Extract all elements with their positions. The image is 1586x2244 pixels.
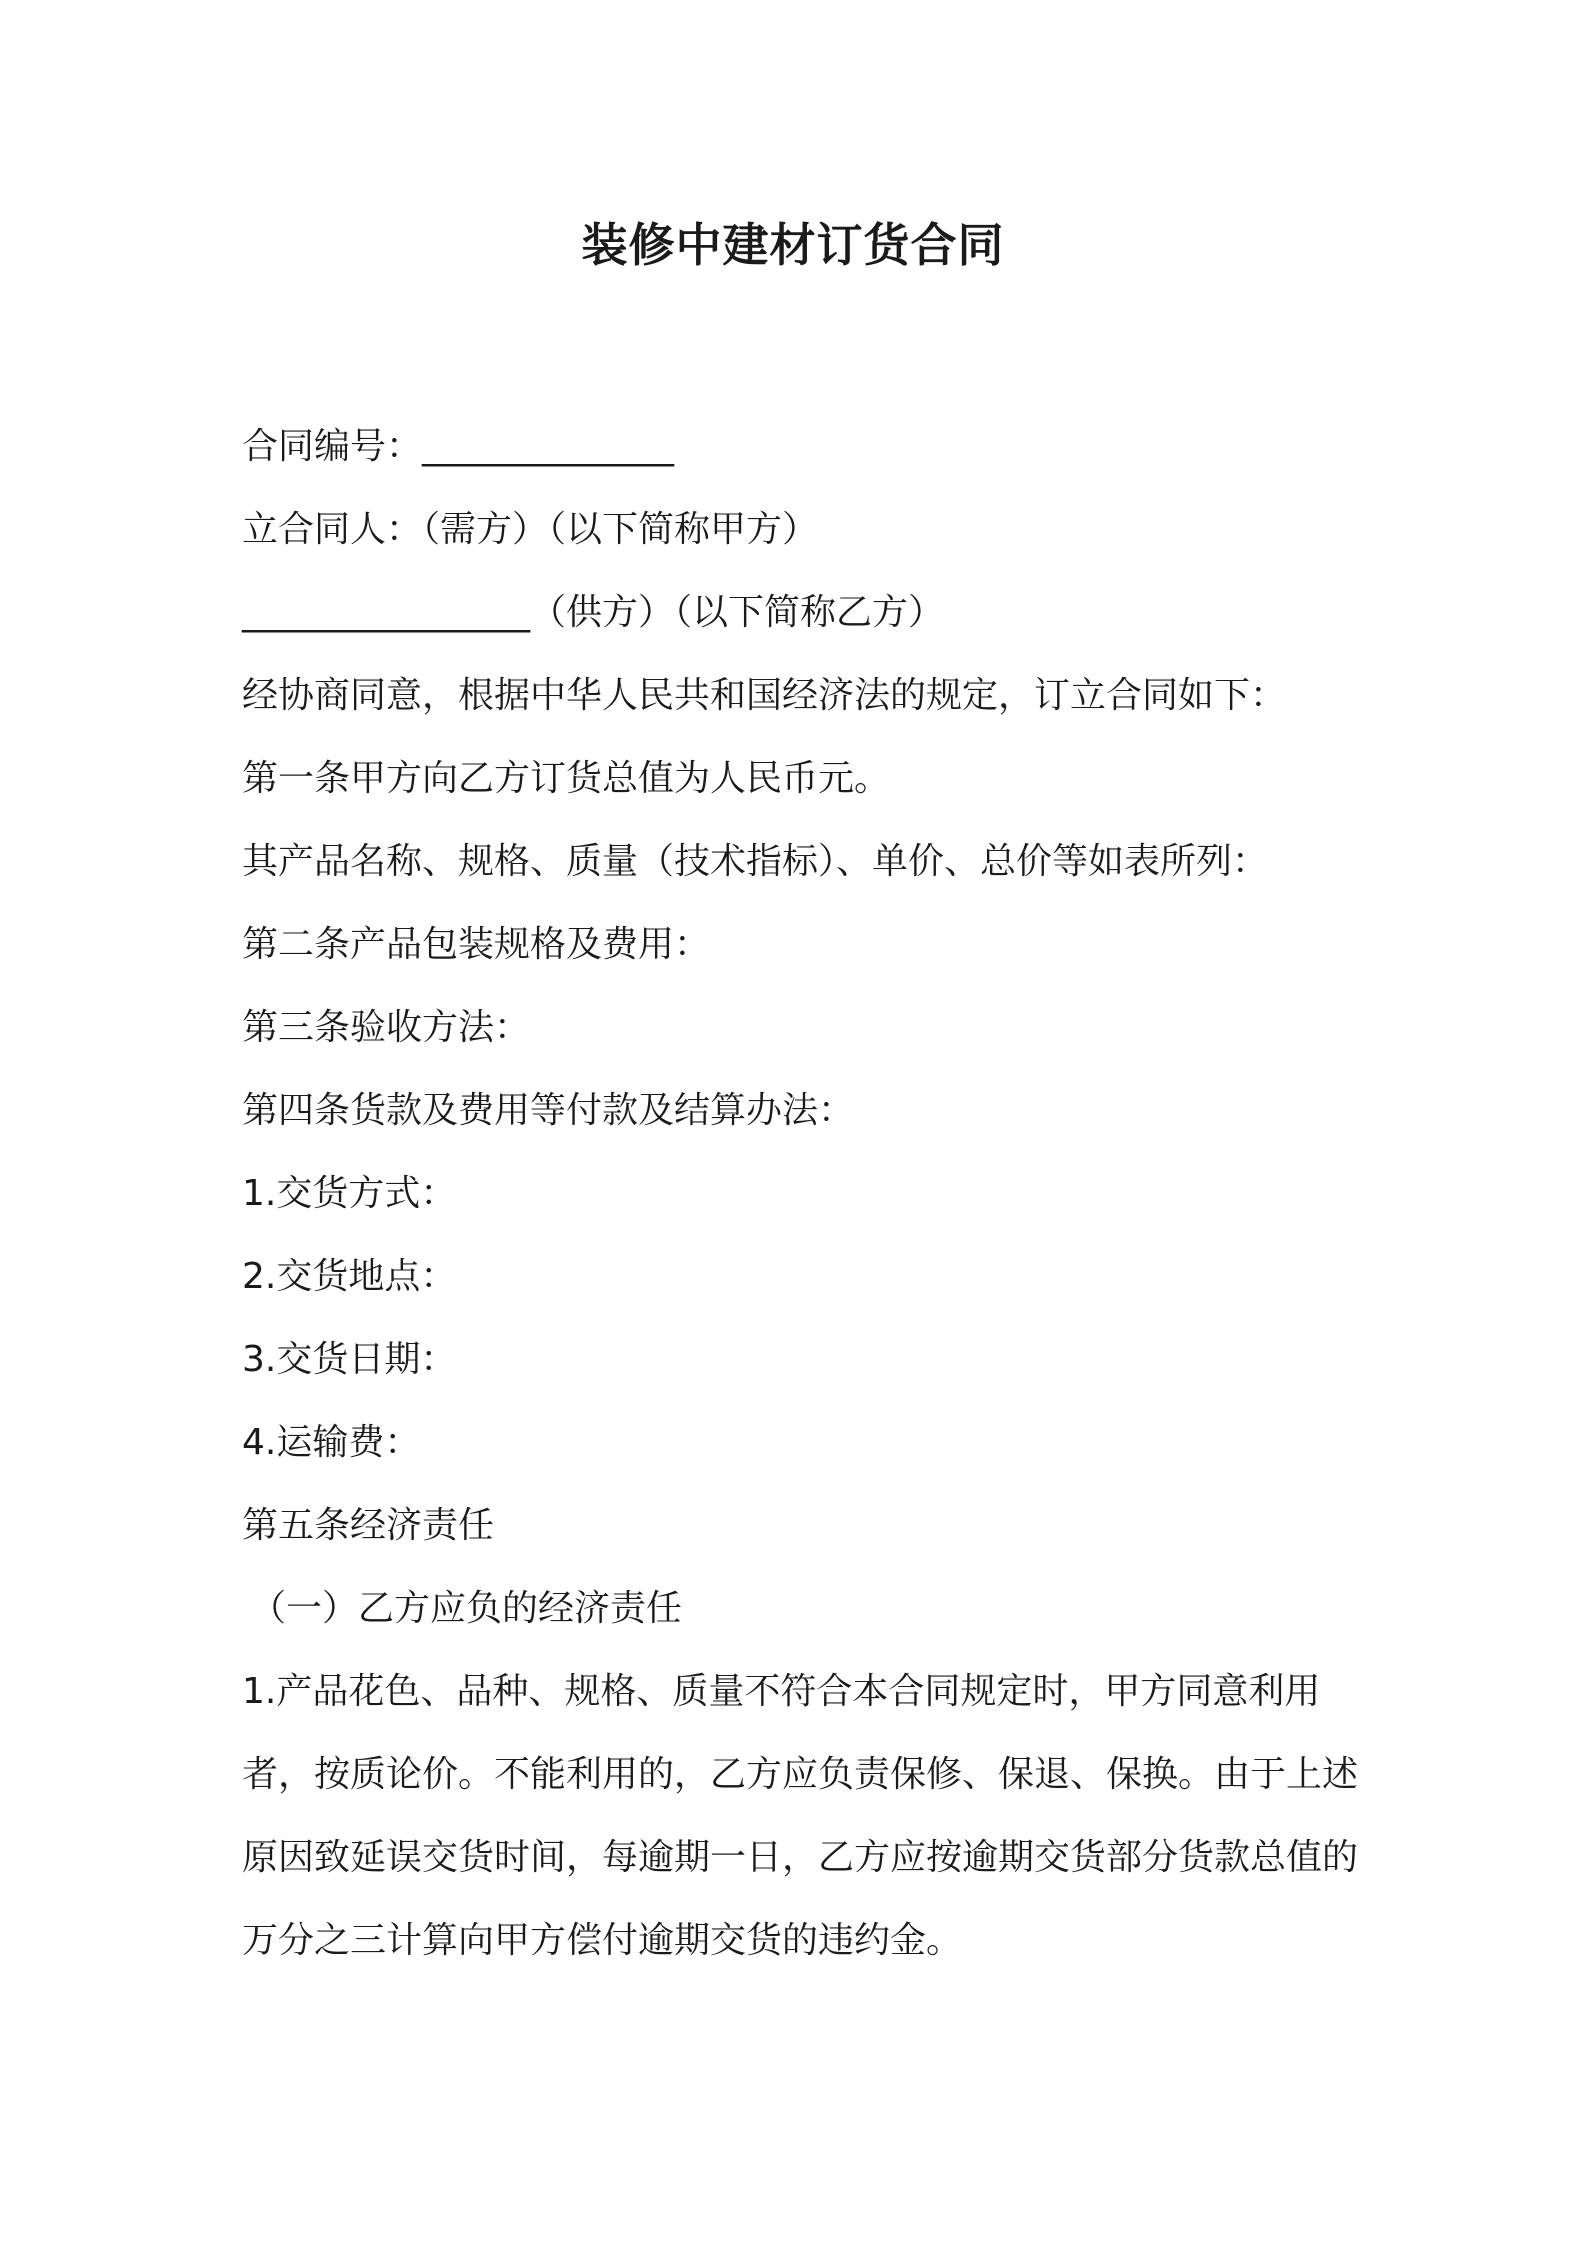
article-3-line: 第三条验收方法： [242,1007,531,1048]
document-title: 装修中建材订货合同 [581,218,1005,272]
party-b-line: ________________（供方）（以下简称乙方） [242,592,945,633]
preamble-line: 经协商同意，根据中华人民共和国经济法的规定，订立合同如下： [242,675,1287,716]
delivery-location-line: 2.交货地点： [242,1256,457,1297]
delivery-method-line: 1.交货方式： [242,1173,457,1214]
document-body [242,405,1362,1982]
article-1-line: 第一条甲方向乙方订货总值为人民币元。 [242,758,891,799]
article-2-line: 第二条产品包装规格及费用： [242,924,711,965]
section-1-heading: （一）乙方应负的经济责任 [250,1588,683,1629]
transport-fee-line: 4.运输费： [242,1422,421,1463]
article-4-line: 第四条货款及费用等付款及结算办法： [242,1090,855,1131]
delivery-date-line: 3.交货日期： [242,1339,457,1380]
product-spec-line: 其产品名称、规格、质量（技术指标）、单价、总价等如表所列： [242,841,1269,882]
liability-paragraph: 1.产品花色、品种、规格、质量不符合本合同规定时，甲方同意利用者，按质论价。不能利用的，乙方应负责保修、保退、保换。由于上述原因致延误交货时间，每逾期一日，乙方应按逾期交货部分货款总值的万分之三计算向甲方偿付逾期交货的违约金。 [242,1671,1359,1961]
party-a-line: 立合同人：（需方）（以下简称甲方） [242,509,819,550]
contract-number-line: 合同编号：______________ [242,426,675,467]
article-5-line: 第五条经济责任 [242,1505,495,1546]
